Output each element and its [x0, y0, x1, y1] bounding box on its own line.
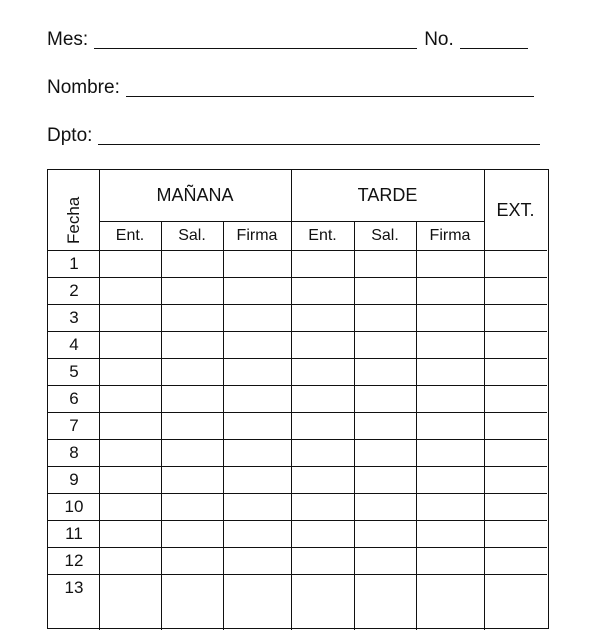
row-divider	[48, 520, 547, 521]
row-number: 2	[69, 281, 79, 300]
row-divider	[48, 277, 547, 278]
row-divider	[48, 547, 547, 548]
tarde-ent-header: Ent.	[308, 227, 337, 244]
tarde-ent-sal-divider	[354, 221, 355, 630]
row-number: 12	[64, 551, 84, 570]
row-divider	[48, 385, 547, 386]
manana-sal-header: Sal.	[178, 227, 206, 244]
row-number: 5	[69, 362, 79, 381]
nombre-row	[47, 77, 534, 99]
manana-header: MAÑANA	[156, 185, 234, 205]
row-divider	[48, 331, 547, 332]
row-number: 1	[69, 254, 79, 273]
manana-sal-firma-divider	[223, 221, 224, 630]
row-number: 4	[69, 335, 79, 354]
row-number: 3	[69, 308, 79, 327]
nombre-field[interactable]	[126, 78, 534, 97]
row-divider	[48, 358, 547, 359]
dpto-field[interactable]	[98, 126, 540, 145]
tarde-header: TARDE	[357, 185, 418, 205]
row-number: 13	[64, 578, 84, 597]
row-divider	[48, 412, 547, 413]
attendance-table	[47, 169, 549, 629]
fecha-header: Fecha	[64, 196, 83, 244]
row-divider	[48, 574, 547, 575]
row-divider	[48, 466, 547, 467]
manana-firma-header: Firma	[236, 227, 278, 244]
tarde-firma-header: Firma	[429, 227, 471, 244]
tarde-sal-firma-divider	[416, 221, 417, 630]
row-number: 9	[69, 470, 79, 489]
tarde-sal-header: Sal.	[371, 227, 399, 244]
row-number: 8	[69, 443, 79, 462]
nombre-label: Nombre:	[47, 77, 120, 98]
manana-ent-sal-divider	[161, 221, 162, 630]
dpto-label: Dpto:	[47, 125, 93, 146]
row-divider	[48, 304, 547, 305]
row-divider	[48, 250, 547, 251]
no-label: No.	[424, 29, 454, 50]
manana-ent-header: Ent.	[115, 227, 145, 244]
mes-label: Mes:	[47, 29, 89, 50]
mes-field[interactable]	[94, 30, 417, 49]
row-number: 11	[65, 524, 83, 543]
mes-row	[47, 29, 528, 51]
row-number: 10	[64, 497, 84, 516]
no-field[interactable]	[460, 30, 528, 49]
dpto-row	[47, 125, 540, 147]
row-number: 7	[69, 416, 79, 435]
row-number: 6	[69, 389, 79, 408]
ext-header: EXT.	[496, 199, 535, 220]
row-divider	[48, 439, 547, 440]
row-divider	[48, 493, 547, 494]
